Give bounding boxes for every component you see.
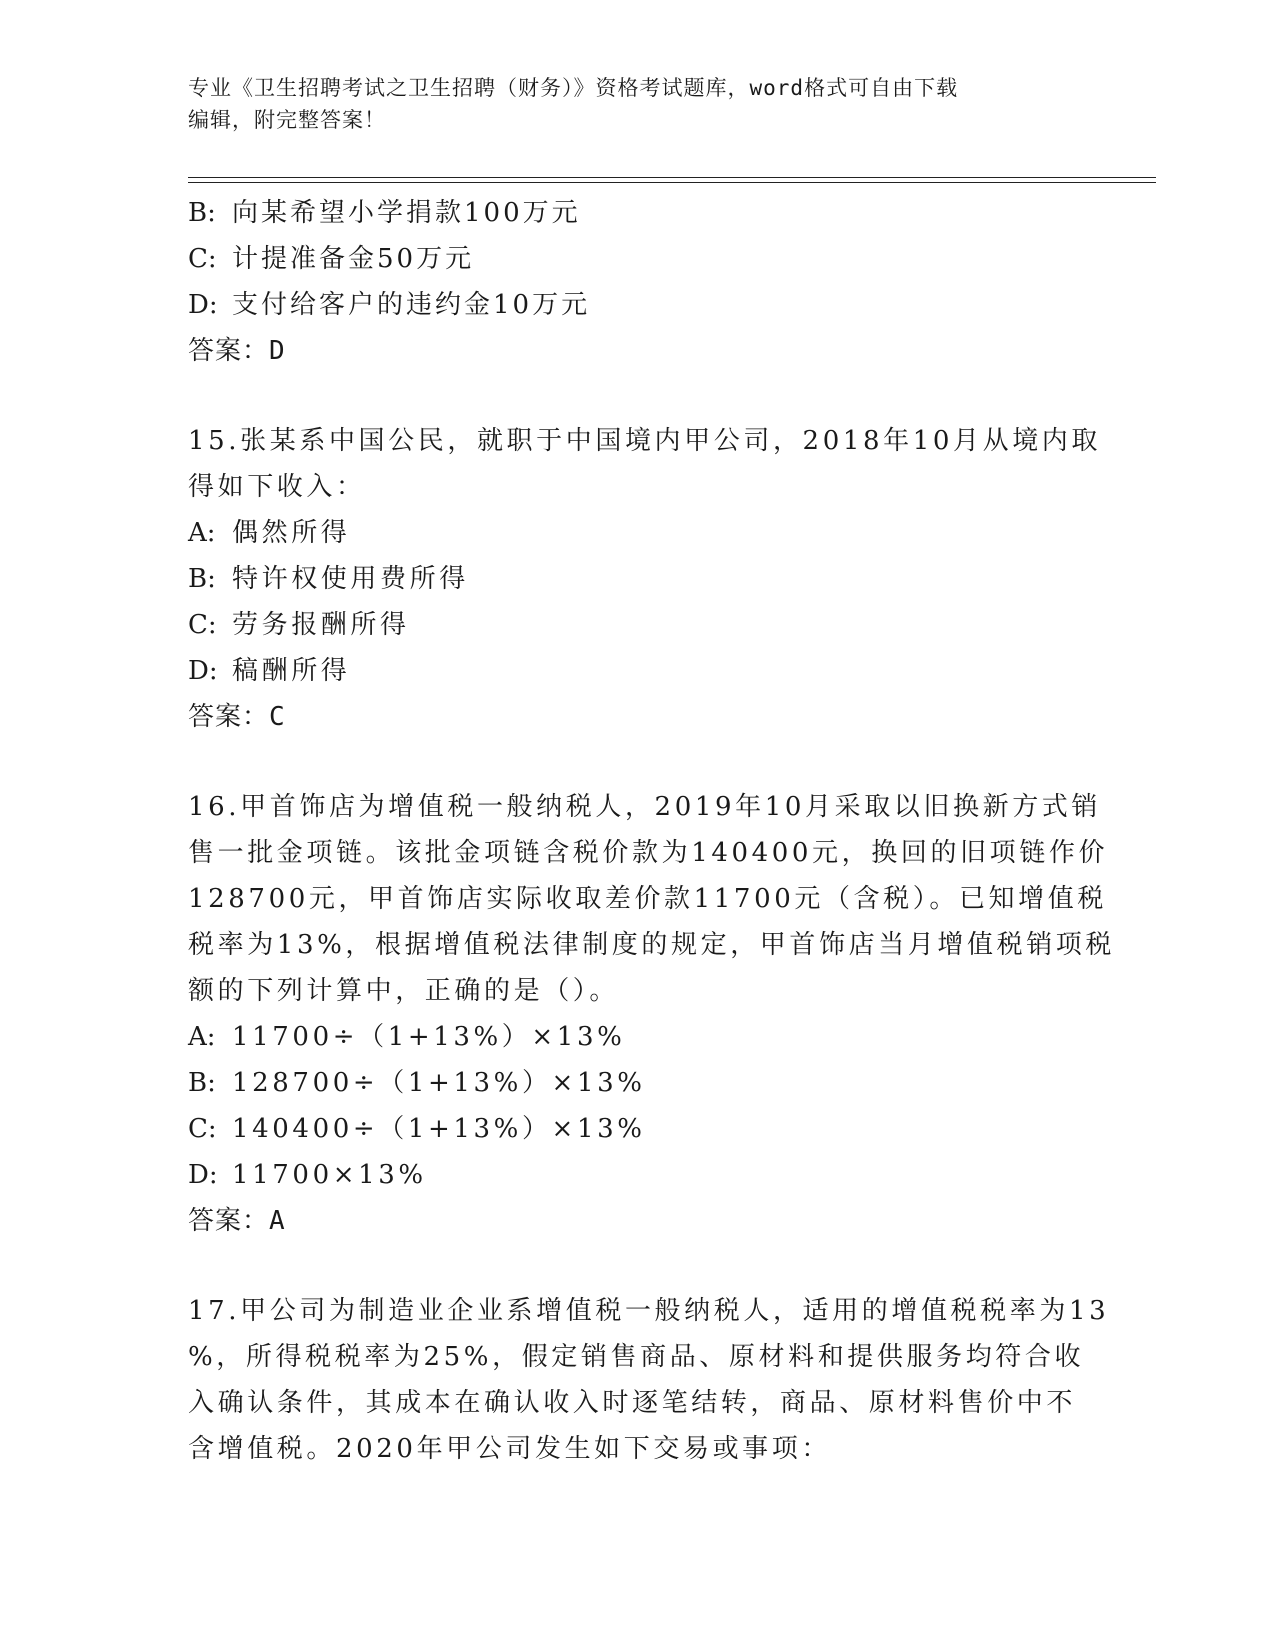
option-letter: C: <box>188 1114 217 1144</box>
option-text: 128700÷（1+13%）×13% <box>232 1068 646 1098</box>
question-text-line: 税率为13%，根据增值税法律制度的规定，甲首饰店当月增值税销项税 <box>188 930 1115 960</box>
question-text-line: 入确认条件，其成本在确认收入时逐笔结转，商品、原材料售价中不 <box>188 1388 1077 1418</box>
option-letter: B: <box>188 198 216 228</box>
question-text-line: 含增值税。2020年甲公司发生如下交易或事项： <box>188 1434 831 1464</box>
question-text-line: 17.甲公司为制造业企业系增值税一般纳税人，适用的增值税税率为13 <box>188 1296 1110 1326</box>
option-c <box>188 1106 1088 1152</box>
option-letter: C: <box>188 244 217 274</box>
spacer <box>188 740 1088 784</box>
option-letter: B: <box>188 1068 216 1098</box>
question-text-line: 额的下列计算中，正确的是（）。 <box>188 976 620 1006</box>
question-16 <box>188 784 1115 1244</box>
option-d <box>188 648 1088 694</box>
option-text: 向某希望小学捐款100万元 <box>232 198 581 228</box>
option-letter: A: <box>188 1022 216 1052</box>
option-text: 特许权使用费所得 <box>232 564 469 594</box>
question-text-line: 16.甲首饰店为增值税一般纳税人，2019年10月采取以旧换新方式销 <box>188 792 1102 822</box>
option-text: 140400÷（1+13%）×13% <box>232 1114 646 1144</box>
option-b <box>188 190 1088 236</box>
question-text-line: %，所得税税率为25%，假定销售商品、原材料和提供服务均符合收 <box>188 1342 1085 1372</box>
question-15 <box>188 418 1102 740</box>
option-letter: D: <box>188 656 218 686</box>
spacer <box>188 374 1088 418</box>
header-line-2: 编辑，附完整答案！ <box>188 108 386 132</box>
question-content <box>188 190 1115 1472</box>
spacer <box>188 1244 1088 1288</box>
option-text: 劳务报酬所得 <box>232 610 410 640</box>
page-header <box>188 72 1068 136</box>
option-letter: B: <box>188 564 216 594</box>
option-text: 稿酬所得 <box>232 656 351 686</box>
question-text-line: 128700元，甲首饰店实际收取差价款11700元（含税）。已知增值税 <box>188 884 1107 914</box>
option-text: 支付给客户的违约金10万元 <box>232 290 591 320</box>
option-a <box>188 510 1088 556</box>
question-17 <box>188 1288 1110 1472</box>
option-c <box>188 236 1088 282</box>
option-letter: D: <box>188 1160 218 1190</box>
option-letter: A: <box>188 518 216 548</box>
option-c <box>188 602 1088 648</box>
header-line-1: 专业《卫生招聘考试之卫生招聘（财务）》资格考试题库，word格式可自由下载 <box>188 76 959 100</box>
header-divider-bottom <box>188 182 1156 183</box>
option-letter: C: <box>188 610 217 640</box>
question-text-line: 售一批金项链。该批金项链含税价款为140400元，换回的旧项链作价 <box>188 838 1109 868</box>
option-a <box>188 1014 1088 1060</box>
option-d <box>188 1152 1088 1198</box>
answer-line: 答案：D <box>188 336 286 366</box>
header-divider-top <box>188 177 1156 178</box>
option-b <box>188 556 1088 602</box>
option-text: 11700÷（1+13%）×13% <box>232 1022 626 1052</box>
question-text-line: 15.张某系中国公民，就职于中国境内甲公司，2018年10月从境内取 <box>188 426 1102 456</box>
option-text: 计提准备金50万元 <box>232 244 475 274</box>
answer-line: 答案：A <box>188 1206 286 1236</box>
option-text: 偶然所得 <box>232 518 351 548</box>
question-14-tail <box>188 190 1088 374</box>
option-b <box>188 1060 1088 1106</box>
option-text: 11700×13% <box>232 1160 427 1190</box>
question-text-line: 得如下收入： <box>188 472 366 502</box>
option-d <box>188 282 1088 328</box>
answer-line: 答案：C <box>188 702 286 732</box>
option-letter: D: <box>188 290 218 320</box>
